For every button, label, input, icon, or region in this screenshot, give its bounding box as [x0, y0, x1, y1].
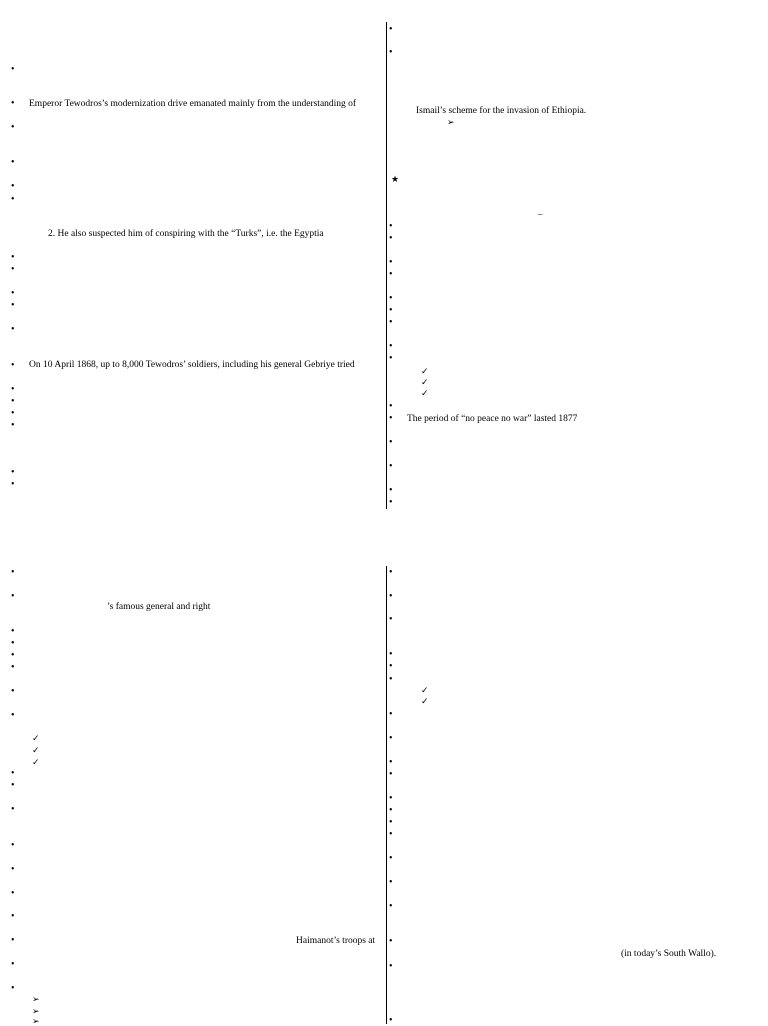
text-line-haimanot-troops: Haimanot’s troops at	[296, 936, 376, 946]
bullet: •	[11, 264, 15, 275]
check-bullet: ✓	[32, 757, 40, 767]
bullet: •	[11, 98, 15, 109]
column-divider-bottom	[386, 566, 387, 1024]
bullet: •	[389, 1015, 393, 1026]
bullet: •	[389, 805, 393, 816]
bullet: •	[389, 733, 393, 744]
bullet: •	[389, 353, 393, 364]
bullet: •	[389, 461, 393, 472]
bullet: •	[389, 709, 393, 720]
bullet: •	[11, 804, 15, 815]
bullet: •	[389, 485, 393, 496]
bullet: •	[11, 408, 15, 419]
bullet: •	[11, 567, 15, 578]
bullet: •	[11, 983, 15, 994]
bullet: •	[389, 961, 393, 972]
bullet: •	[11, 64, 15, 75]
bullet: •	[389, 305, 393, 316]
bullet: •	[11, 638, 15, 649]
bullet: •	[11, 888, 15, 899]
text-line-ismail-scheme: Ismail’s scheme for the invasion of Ethiopia.	[416, 106, 587, 116]
bullet: •	[11, 479, 15, 490]
bullet: •	[389, 591, 393, 602]
text-line-south-wallo: (in today’s South Wallo).	[621, 949, 717, 959]
text-line-suspected: 2. He also suspected him of conspiring with the “Turks”, i.e. the Egyptia	[48, 229, 324, 239]
bullet: •	[11, 324, 15, 335]
bullet: •	[389, 437, 393, 448]
bullet: •	[389, 661, 393, 672]
bullet: •	[389, 233, 393, 244]
bullet: •	[389, 829, 393, 840]
bullet: •	[11, 864, 15, 875]
bullet: •	[389, 269, 393, 280]
bullet: •	[389, 877, 393, 888]
bullet: •	[389, 221, 393, 232]
arrow-bullet: ➢	[32, 1006, 40, 1016]
bullet: •	[11, 626, 15, 637]
text-line-famous-general: ’s famous general and right	[107, 602, 211, 612]
text-line-modernization: Emperor Tewodros’s modernization drive emanated mainly from the understanding of	[29, 99, 357, 109]
bullet: •	[389, 413, 393, 424]
check-bullet: ✓	[421, 377, 429, 387]
bullet: •	[389, 293, 393, 304]
star-bullet: ★	[391, 174, 400, 184]
bullet: •	[11, 840, 15, 851]
bullet: •	[389, 757, 393, 768]
bullet: •	[389, 24, 393, 35]
arrow-bullet: ➢	[32, 994, 40, 1004]
bullet: •	[389, 901, 393, 912]
bullet: •	[389, 567, 393, 578]
text-line-april-1868: On 10 April 1868, up to 8,000 Tewodros’ soldiers, including his general Gebriye tried	[29, 360, 355, 370]
check-bullet: ✓	[421, 388, 429, 398]
bullet: •	[11, 122, 15, 133]
bullet: •	[11, 935, 15, 946]
bullet: •	[389, 341, 393, 352]
check-bullet: ✓	[32, 745, 40, 755]
bullet: •	[11, 959, 15, 970]
check-bullet: ✓	[421, 366, 429, 376]
bullet: •	[11, 662, 15, 673]
bullet: •	[11, 384, 15, 395]
column-divider-top	[386, 22, 387, 509]
bullet: •	[389, 47, 393, 58]
dash-mark: –	[538, 209, 543, 219]
bullet: •	[11, 911, 15, 922]
bullet: •	[11, 252, 15, 263]
bullet: •	[11, 710, 15, 721]
arrow-bullet: ➢	[32, 1016, 40, 1026]
bullet: •	[11, 650, 15, 661]
bullet: •	[11, 157, 15, 168]
bullet: •	[11, 181, 15, 192]
bullet: •	[389, 614, 393, 625]
bullet: •	[389, 793, 393, 804]
bullet: •	[389, 497, 393, 508]
bullet: •	[389, 401, 393, 412]
check-bullet: ✓	[421, 685, 429, 695]
bullet: •	[389, 649, 393, 660]
bullet: •	[389, 817, 393, 828]
bullet: •	[11, 768, 15, 779]
bullet: •	[11, 780, 15, 791]
bullet: •	[389, 853, 393, 864]
bullet: •	[11, 360, 15, 371]
bullet: •	[389, 674, 393, 685]
bullet: •	[389, 317, 393, 328]
bullet: •	[11, 686, 15, 697]
bullet: •	[11, 300, 15, 311]
text-line-no-peace-no-war: The period of “no peace no war” lasted 1877	[407, 414, 578, 424]
bullet: •	[11, 288, 15, 299]
arrow-bullet: ➢	[447, 117, 455, 127]
bullet: •	[11, 194, 15, 205]
bullet: •	[389, 257, 393, 268]
bullet: •	[11, 396, 15, 407]
bullet: •	[11, 420, 15, 431]
check-bullet: ✓	[421, 696, 429, 706]
check-bullet: ✓	[32, 733, 40, 743]
bullet: •	[11, 591, 15, 602]
bullet: •	[389, 769, 393, 780]
bullet: •	[11, 467, 15, 478]
bullet: •	[389, 936, 393, 947]
